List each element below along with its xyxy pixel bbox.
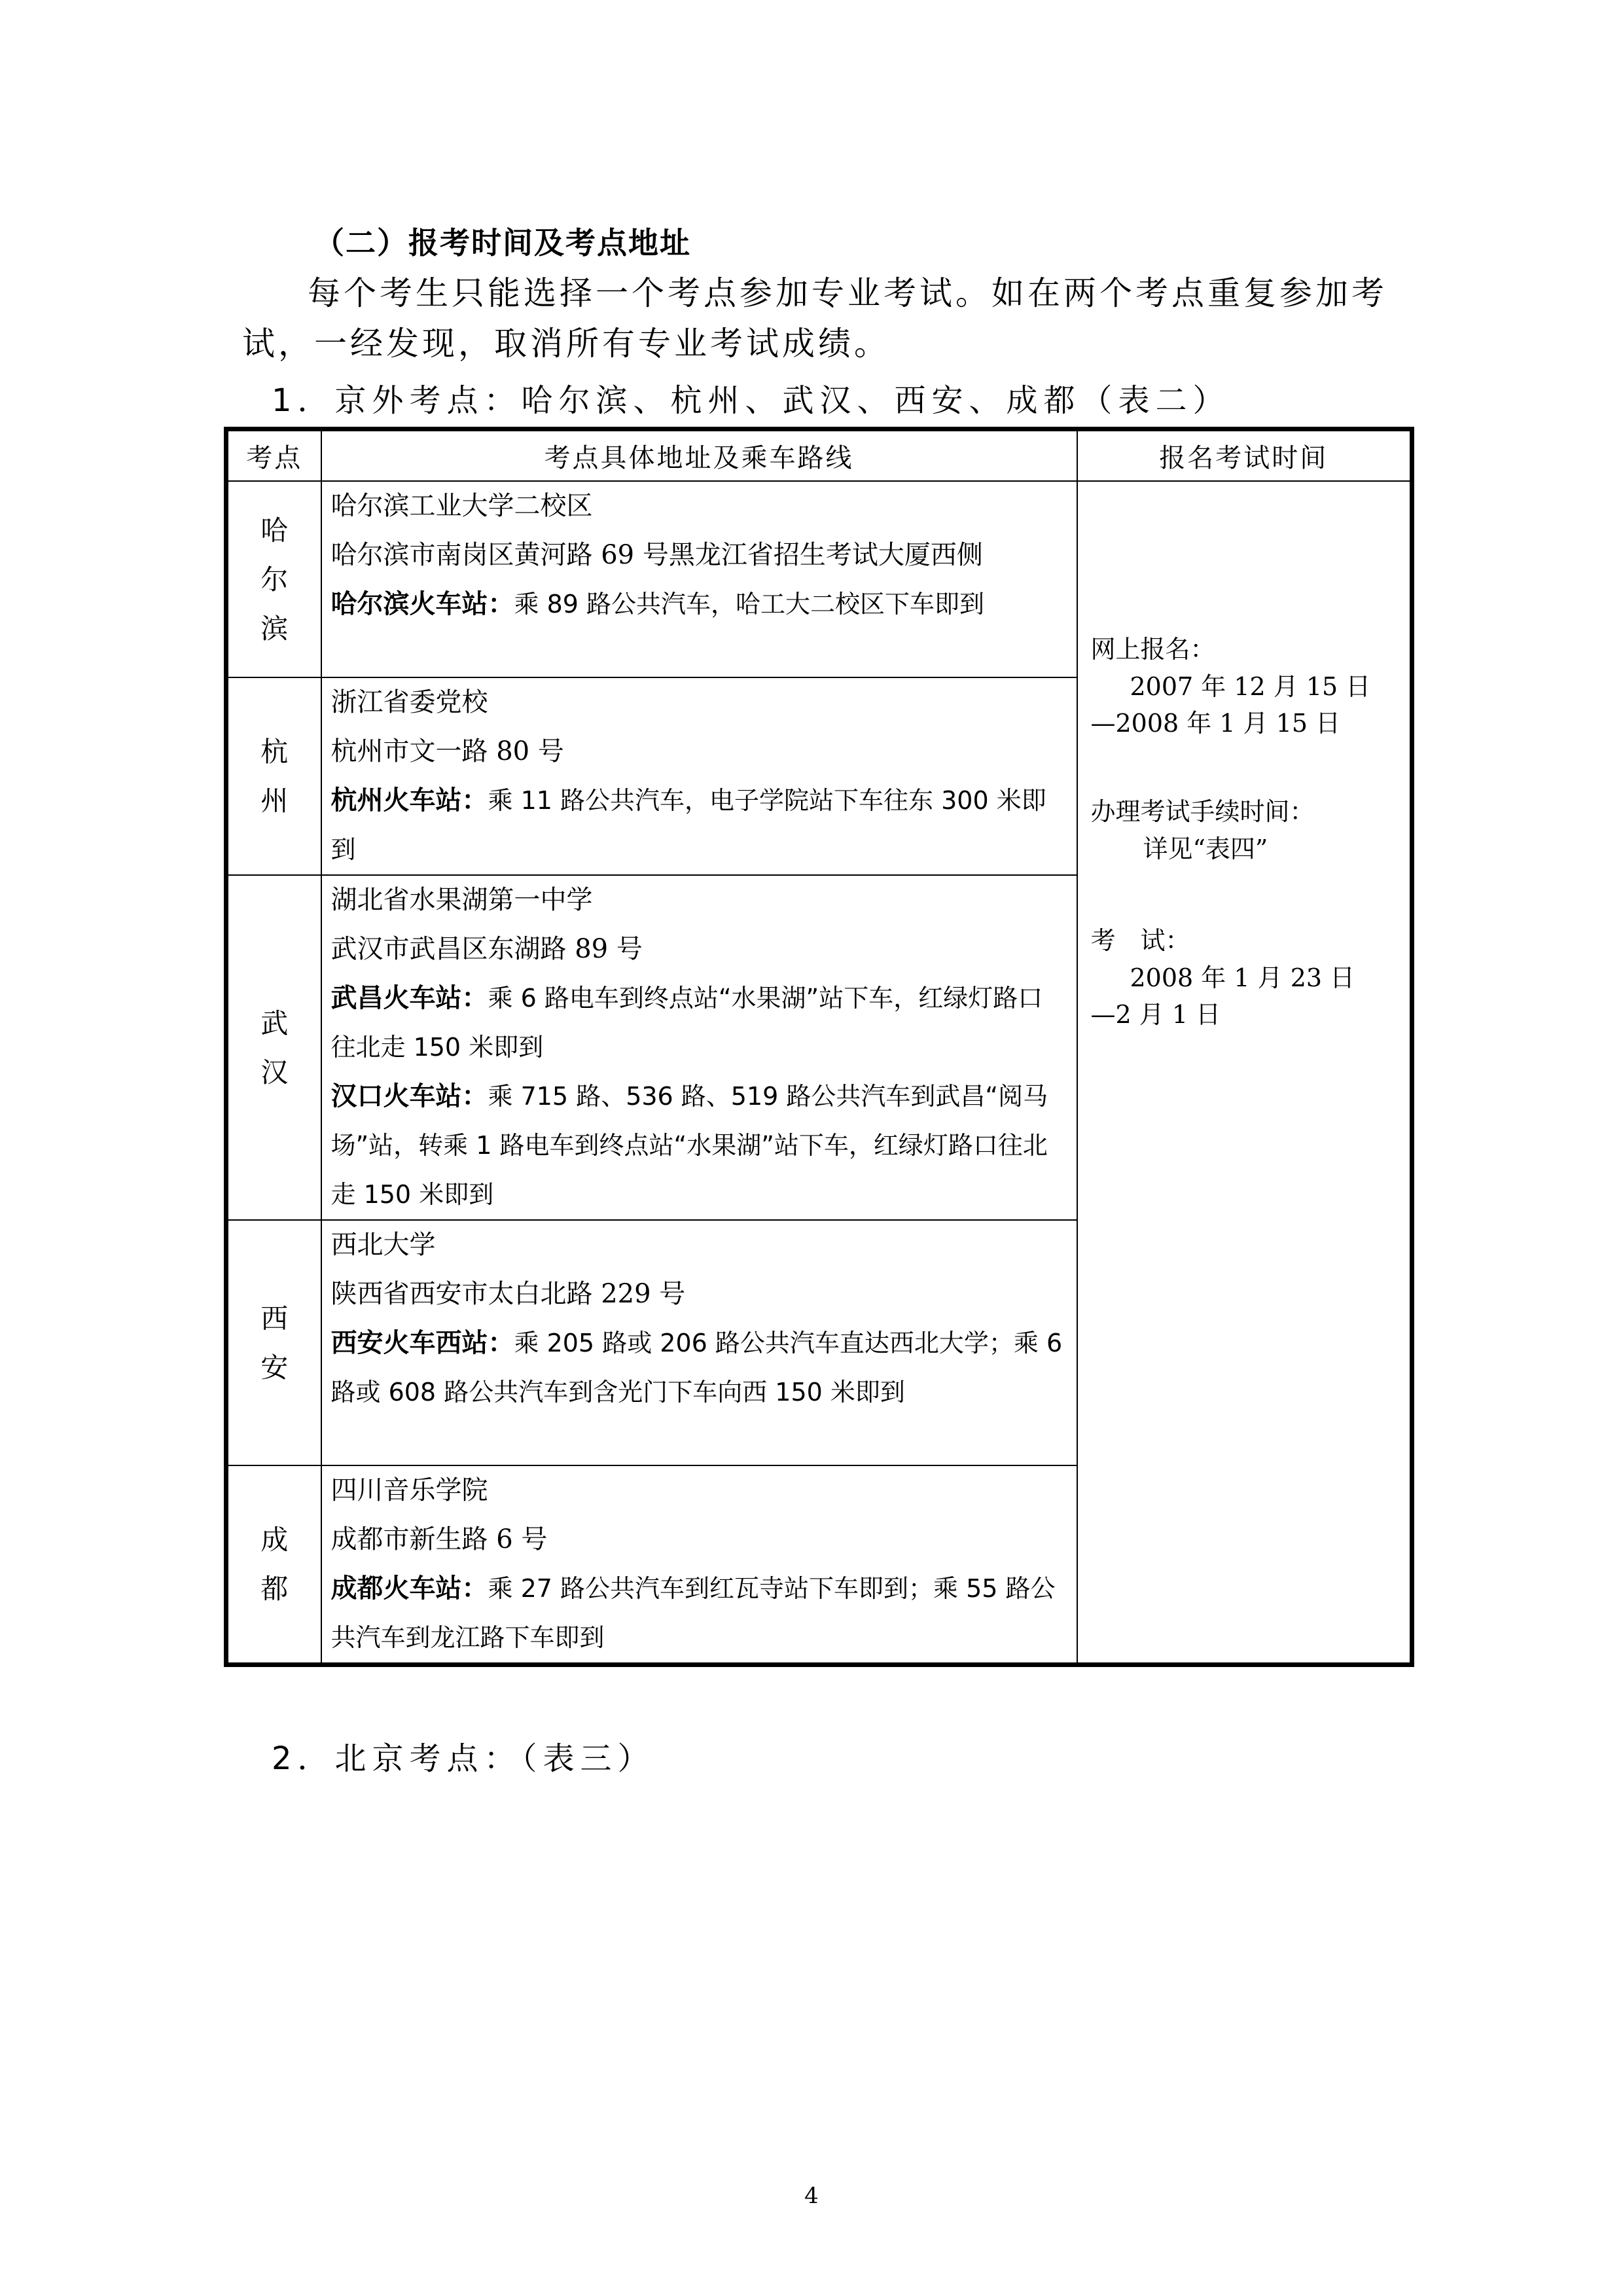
table-row — [226, 481, 1412, 677]
page-number: 4 — [804, 2183, 819, 2209]
address-line — [331, 1221, 1067, 1270]
procedure-note: 详见“表四” — [1143, 834, 1268, 863]
location-detail — [321, 677, 1077, 875]
route-line — [331, 776, 1067, 874]
location-name — [226, 1220, 321, 1465]
schedule-cell — [1077, 481, 1412, 1665]
route-line — [331, 1564, 1067, 1662]
address-line — [331, 1270, 1067, 1319]
location-char: 杭 — [260, 736, 289, 768]
section-2-title: 2．北京考点：（表三） — [272, 1740, 655, 1777]
station-label: 哈尔滨火车站： — [330, 589, 514, 619]
section-1-title: 1．京外考点：哈尔滨、杭州、武汉、西安、成都（表二） — [272, 382, 1230, 419]
section-heading: （二）报考时间及考点地址 — [314, 225, 691, 260]
header-time: 报名考试时间 — [1077, 429, 1412, 482]
line-text: 成都市新生路 6 号 — [330, 1524, 548, 1554]
location-detail — [321, 1220, 1077, 1465]
location-detail — [321, 1465, 1077, 1665]
procedure-label: 办理考试手续时间： — [1090, 797, 1315, 826]
location-char: 哈 — [260, 514, 289, 547]
line-text: 乘 6 路电车到终点站“水果湖”站下车，红绿灯路口往北走 150 米即到 — [330, 984, 1043, 1062]
location-char: 西 — [260, 1302, 289, 1335]
line-text: 乘 715 路、536 路、519 路公共汽车到武昌“阅马场”站，转乘 1 路电车到终点站“水果湖”站下车，红绿灯路口往北走 150 米即到 — [330, 1082, 1048, 1209]
address-line — [331, 925, 1067, 974]
location-char: 滨 — [260, 612, 289, 645]
location-name — [226, 1465, 321, 1665]
route-line — [331, 1072, 1067, 1219]
station-label: 汉口火车站： — [330, 1081, 488, 1111]
address-line — [331, 482, 1067, 531]
header-location: 考点 — [226, 429, 321, 482]
exam-from: 2008 年 1 月 23 日 — [1130, 963, 1355, 992]
line-text: 哈尔滨工业大学二校区 — [330, 491, 593, 521]
line-text: 武汉市武昌区东湖路 89 号 — [330, 934, 643, 964]
route-line — [331, 974, 1067, 1072]
location-char: 汉 — [260, 1056, 289, 1088]
online-to: —2008 年 1 月 15 日 — [1090, 709, 1341, 738]
station-label: 西安火车西站： — [330, 1328, 514, 1358]
location-detail — [321, 875, 1077, 1220]
station-label: 武昌火车站： — [330, 983, 488, 1013]
address-line — [331, 678, 1067, 727]
line-text: 乘 27 路公共汽车到红瓦寺站下车即到；乘 55 路公共汽车到龙江路下车即到 — [330, 1574, 1056, 1652]
location-char: 都 — [260, 1573, 289, 1605]
table-header-row — [226, 429, 1412, 482]
location-char: 安 — [260, 1351, 289, 1384]
online-label: 网上报名： — [1090, 635, 1215, 664]
line-text: 湖北省水果湖第一中学 — [330, 885, 593, 915]
line-text: 乘 11 路公共汽车，电子学院站下车往东 300 米即到 — [330, 786, 1046, 864]
station-label: 杭州火车站： — [330, 785, 488, 816]
location-char: 武 — [260, 1007, 289, 1039]
location-name — [226, 677, 321, 875]
location-char: 成 — [260, 1524, 289, 1556]
line-text: 西北大学 — [330, 1230, 436, 1260]
location-name — [226, 481, 321, 677]
line-text: 陕西省西安市太白北路 229 号 — [330, 1279, 686, 1309]
route-line — [331, 1319, 1067, 1417]
line-text: 浙江省委党校 — [330, 687, 488, 717]
location-char: 州 — [260, 785, 289, 817]
line-text: 哈尔滨市南岗区黄河路 69 号黑龙江省招生考试大厦西侧 — [330, 540, 983, 570]
address-line — [331, 1515, 1067, 1564]
line-text: 杭州市文一路 80 号 — [330, 736, 564, 766]
exam-to: —2 月 1 日 — [1090, 1000, 1221, 1029]
line-text: 乘 205 路或 206 路公共汽车直达西北大学；乘 6 路或 608 路公共汽车到含光门下车向西 150 米即到 — [330, 1329, 1063, 1407]
address-line — [331, 1466, 1067, 1515]
line-text: 四川音乐学院 — [330, 1475, 488, 1505]
line-text: 乘 89 路公共汽车，哈工大二校区下车即到 — [514, 590, 985, 619]
address-line — [331, 876, 1067, 925]
address-line — [331, 727, 1067, 776]
route-line — [331, 580, 1067, 629]
location-char: 尔 — [260, 563, 289, 596]
intro-paragraph: 每个考生只能选择一个考点参加专业考试。如在两个考点重复参加考试，一经发现，取消所有专业考试成绩。 — [242, 274, 1387, 363]
header-address: 考点具体地址及乘车路线 — [321, 429, 1077, 482]
station-label: 成都火车站： — [330, 1573, 488, 1604]
exam-locations-table — [224, 427, 1414, 1667]
online-from: 2007 年 12 月 15 日 — [1130, 672, 1371, 701]
address-line — [331, 531, 1067, 580]
location-name — [226, 875, 321, 1220]
location-detail — [321, 481, 1077, 677]
exam-label: 考 试： — [1090, 926, 1190, 955]
